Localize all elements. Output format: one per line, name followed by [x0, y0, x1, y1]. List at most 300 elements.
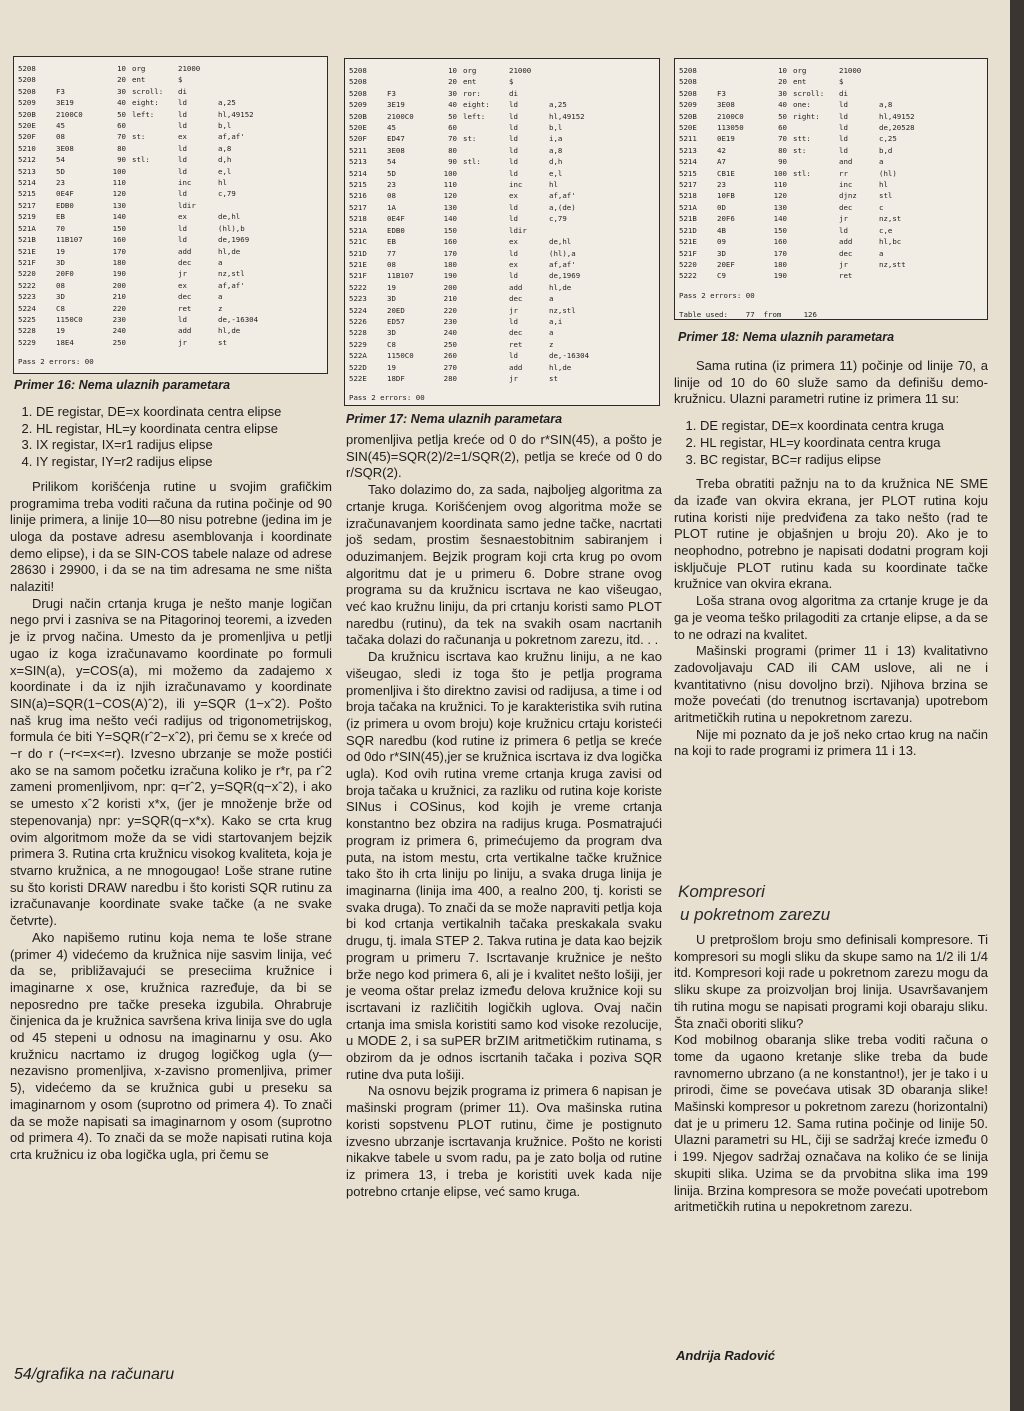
listing-cell: 23: [56, 178, 65, 188]
listing-cell: 90: [448, 157, 457, 167]
listing-cell: 521B: [18, 235, 36, 245]
listing-cell: 520B: [18, 109, 36, 119]
listing-cell: 520E: [679, 123, 697, 133]
listing-pass: Pass 2 errors: 00: [679, 290, 755, 300]
paragraph: Drugi način crtanja kruga je nešto manje logičan nego prvi i zasniva se na Pitagorinoj teoremi, a izveden je iz prvog načina. Umesto da je promenljiva u petlji ugao iz koga izračunavamo koordinate po formuli x=SIN(a), y=COS(a), mi možemo da zadajemo x koordinate i da iz njih izračunavamo y koordinate SIN(a)=SQR(1−COS(A)ˆ2), ili y=SQR (1−xˆ2). Pošto naš krug ima nešto veći radijus od trigonometrijskog, formula će biti Y=SQR(rˆ2−xˆ2), pri čemu se x kreće od −r do r (−r<=x<=r). Izvesno ubrzanje se može postići ako se na samom početku izračuna koliko je r*r, pa rˆ2 zameni promenljivom, npr: q=rˆ2, y=SQR(q−xˆ2), i ako se umesto xˆ2 koristi x*x, (jer je množenje brže od stepenovanja) npr: y=SQR(q−x*x). Kako se crta krug ovim algoritmom može da se vidi startovanjem bejzik primera 3. Rutina crta kružnicu visokog kvaliteta, koja je stvarno kružnica, a ne mnogougao! Loše strane rutine su što koristi DRAW naredbu i što koristi SQR rutinu za izračunavanje koordinate svake tačke (a ne svake četvrte).: [10, 595, 332, 929]
listing-cell: ld: [178, 223, 187, 233]
page-footer: 54/grafika na računaru: [14, 1366, 175, 1383]
listing-primer-18: [674, 58, 988, 320]
listing-cell: 3D: [56, 292, 65, 302]
listing-cell: org: [463, 66, 477, 75]
listing-cell: (hl): [879, 168, 897, 178]
listing-cell: 21000: [509, 66, 532, 75]
listing-cell: [793, 248, 839, 259]
listing-cell: hl,bc: [879, 237, 902, 247]
section-heading-line-2: u pokretnom zarezu: [680, 905, 831, 924]
listing-cell: ent: [793, 77, 807, 87]
listing-cell: 5224: [18, 303, 36, 313]
listing-cell: 60: [448, 123, 457, 133]
listing-cell: 5214: [349, 168, 367, 178]
listing-cell: 140: [773, 214, 787, 224]
listing-cell: stt:: [793, 134, 811, 144]
listing-cell: ex: [509, 237, 518, 247]
listing-cell: 40: [448, 100, 457, 110]
listing-cell: 5213: [679, 145, 697, 155]
listing-cell: [132, 200, 178, 211]
listing-cell: 5208: [18, 75, 36, 85]
listing-cell: 110: [112, 178, 126, 188]
listing-pass: Pass 2 errors: 00: [349, 393, 425, 403]
paragraph: Tako dolazimo do, za sada, najboljeg algoritma za crtanje kruga. Korišćenjem ovog algoritma može se izračunavanjem koordinata samo jedne tačke, nacrtati još sedam, prostim šesnaestobitnim sabiranjem i oduzimanjem. Bejzik program koji crta krug po ovom algoritmu dat je u primeru 6. Dobre strane ovog programa su da kružnicu iscrtava ne kao višeugao, već kao kružnu liniju, da pri crtanju koristi samo PLOT naredbu (rutinu), da tek na svakih osam nacrtanih tačaka dolazi do računanja u pokretnom zarezu, itd. . .: [346, 482, 662, 648]
listing-line: [679, 202, 983, 213]
listing-cell: ld: [509, 157, 518, 167]
listing-cell: F3: [56, 86, 65, 96]
column-3-lower: [674, 932, 988, 1216]
listing-cell: ld: [839, 145, 848, 155]
listing-cell: ld: [178, 109, 187, 119]
listing-cell: [463, 373, 509, 384]
listing-cell: di: [178, 86, 187, 96]
listing-cell: 70: [117, 132, 126, 142]
listing-cell: 1A: [387, 202, 396, 212]
listing-line: [18, 97, 323, 108]
listing-cell: C8: [56, 303, 65, 313]
listing-cell: ld: [509, 214, 518, 224]
listing-cell: de,hl: [218, 212, 241, 222]
listing-cell: 50: [778, 111, 787, 121]
listing-cell: [132, 303, 178, 314]
listing-line: [349, 236, 655, 247]
listing-cell: c,25: [879, 134, 897, 144]
listing-cell: [463, 202, 509, 213]
listing-cell: 170: [443, 248, 457, 258]
caption-primer-17: Primer 17: Nema ulaznih parametara: [346, 412, 563, 426]
listing-cell: 0E4F: [387, 214, 405, 224]
listing-cell: 3E19: [56, 98, 74, 108]
listing-cell: de,1969: [218, 235, 250, 245]
listing-line: [18, 223, 323, 234]
listing-line: [18, 200, 323, 211]
listing-line: [679, 168, 983, 179]
listing-cell: [793, 213, 839, 224]
listing-cell: hl,de: [218, 246, 241, 256]
listing-cell: 521A: [349, 225, 367, 235]
listing-cell: hl,de: [549, 362, 572, 372]
listing-cell: ld: [509, 202, 518, 212]
listing-cell: 19: [56, 326, 65, 336]
listing-cell: 40: [778, 100, 787, 110]
listing-cell: 5218: [349, 214, 367, 224]
listing-cell: nz,stl: [549, 305, 576, 315]
listing-cell: [463, 270, 509, 281]
listing-cell: [463, 282, 509, 293]
listing-cell: 170: [112, 246, 126, 256]
listing-cell: 20ED: [387, 305, 405, 315]
listing-cell: [793, 122, 839, 133]
listing-cell: hl,de: [549, 282, 572, 292]
listing-cell: hl,49152: [879, 111, 915, 121]
listing-cell: a: [549, 328, 554, 338]
listing-cell: 70: [778, 134, 787, 144]
listing-cell: 5226: [349, 316, 367, 326]
paragraph: Da kružnicu iscrtava kao kružnu liniju, a ne kao višeugao, sledi iz toga što je petlja programa promenljiva i što direktno zavisi od radijusa, a time i od broja tačaka na kružnici. To je karakteristika svih rutina (iz primera u ovom broju) koje kružnicu crtaju koristeći SQR naredbu (kod rutine iz primera 6 petlja se kreće od 0do r*SIN(45),jer se kružnica iscrtava iz dva logička ugla). Kod ovih rutina vreme crtanja kruga zavisi od broja tačaka u kružnici, za razliku od rutina koje koriste SINus i COSinus, kod kojih je vreme crtanja konstantno bez obzira na radijus kruga. Posmatrajući program iz primera 6, primećujemo da program dva puta, na istom mestu, crta vertikalne tačke kružnice tako što ih crta liniju po liniju, a svaka druga linija je imaginarna (linija ima 400, a realno 200, tj. koristi se svaka druga). To znači da se može napraviti petlja koja bi kod crtanja vertikalnih tačaka preskakala svaku drugu, tj. imala STEP 2. Takva rutina je data kao bejzik program u primeru 7. Iscrtavanje kružnice je nešto brže nego kod primera 6, ali je i kvalitet nešto lošiji, jer je veoma oštar prelaz između delova kružnice koji su iscrtavani iz različitih logičkih uglova. Ovaj način crtanja ima smisla koristiti samo kod visoke rezolucije, u MODE 2, i sa suPER brZIM aritmetičkim rutinama, s obzirom da je odnos iscrtanih tačaka i poziva SQR rutine dva puta lošiji.: [346, 649, 662, 1082]
listing-cell: ex: [178, 280, 187, 290]
listing-cell: 521F: [18, 257, 36, 267]
listing-cell: 100: [112, 166, 126, 176]
listing-cell: d,h: [549, 157, 563, 167]
listing-cell: [132, 234, 178, 245]
listing-cell: 40: [117, 98, 126, 108]
listing-cell: 45: [56, 121, 65, 131]
listing-cell: 160: [443, 237, 457, 247]
listing-cell: 23: [387, 180, 396, 190]
listing-cell: 21000: [178, 64, 201, 73]
listing-cell: [879, 270, 983, 281]
page-edge: [1010, 0, 1024, 1411]
listing-cell: 110: [443, 180, 457, 190]
listing-cell: 190: [443, 271, 457, 281]
listing-cell: [218, 200, 323, 211]
listing-cell: 09: [717, 237, 726, 247]
listing-cell: 70: [448, 134, 457, 144]
listing-line: [349, 316, 655, 327]
listing-cell: [549, 65, 655, 76]
list-item: 3. BC registar, BC=r radijus elipse: [700, 452, 988, 469]
listing-line: [349, 99, 655, 110]
listing-cell: [132, 325, 178, 336]
listing-cell: ED57: [387, 316, 405, 326]
listing-cell: [218, 74, 323, 85]
listing-cell: c: [879, 202, 884, 212]
listing-cell: dec: [178, 257, 192, 267]
listing-cell: 521E: [349, 259, 367, 269]
listing-cell: 240: [443, 328, 457, 338]
listing-cell: 5220: [18, 269, 36, 279]
listing-cell: a: [549, 294, 554, 304]
listing-cell: 5208: [349, 66, 367, 75]
listing-cell: [56, 74, 104, 85]
listing-cell: stl:: [463, 157, 481, 167]
listing-cell: 5220: [679, 259, 697, 269]
listing-cell: [463, 305, 509, 316]
listing-cell: [132, 223, 178, 234]
listing-cell: F3: [717, 88, 726, 98]
listing-cell: 220: [112, 303, 126, 313]
listing-cell: af,af': [218, 280, 245, 290]
listing-cell: af,af': [218, 132, 245, 142]
listing-cell: [549, 76, 655, 87]
listing-line: [18, 109, 323, 120]
listing-line: [349, 111, 655, 122]
listing-cell: 210: [443, 294, 457, 304]
listing-cell: st:: [793, 145, 807, 155]
listing-line: [349, 339, 655, 350]
listing-cell: [132, 211, 178, 222]
listing-cell: org: [793, 66, 807, 75]
listing-cell: 522A: [349, 351, 367, 361]
listing-cell: dec: [839, 202, 853, 212]
listing-cell: [793, 225, 839, 236]
listing-cell: hl: [218, 178, 227, 188]
list-item: 2. HL registar, HL=y koordinata centra kruga: [700, 435, 988, 452]
listing-cell: [132, 314, 178, 325]
listing-cell: ld: [178, 155, 187, 165]
listing-cell: 19: [387, 282, 396, 292]
listing-cell: 70: [56, 223, 65, 233]
listing-cell: inc: [839, 180, 853, 190]
listing-cell: st: [218, 337, 227, 347]
listing-cell: hl: [879, 180, 888, 190]
listing-cell: [463, 362, 509, 373]
listing-cell: 521D: [349, 248, 367, 258]
listing-line: [349, 202, 655, 213]
listing-line: [679, 270, 983, 281]
listing-cell: [549, 88, 655, 99]
listing-cell: 140: [443, 214, 457, 224]
listing-cell: 08: [387, 259, 396, 269]
listing-cell: 5213: [349, 157, 367, 167]
listing-cell: dec: [509, 328, 523, 338]
listing-cell: ld: [509, 134, 518, 144]
listing-cell: 5223: [18, 292, 36, 302]
listing-cell: 5229: [349, 339, 367, 349]
listing-cell: ex: [509, 259, 518, 269]
listing-cell: 521A: [18, 223, 36, 233]
listing-cell: 3D: [56, 257, 65, 267]
section-heading-line-1: Kompresori: [678, 882, 765, 901]
listing-cell: [387, 76, 435, 87]
listing-cell: 08: [56, 280, 65, 290]
listing-cell: 08: [56, 132, 65, 142]
listing-cell: C9: [717, 271, 726, 281]
listing-cell: a,(de): [549, 202, 576, 212]
listing-cell: eight:: [132, 98, 159, 108]
listing-line: [679, 236, 983, 247]
ellipse-parameter-list: [10, 404, 332, 471]
listing-cell: z: [549, 339, 554, 349]
listing-cell: 11B107: [387, 271, 414, 281]
listing-cell: ld: [509, 145, 518, 155]
listing-cell: EDB0: [56, 200, 74, 210]
listing-cell: scroll:: [793, 88, 825, 98]
listing-cell: eight:: [463, 100, 490, 110]
listing-cell: 250: [443, 339, 457, 349]
listing-cell: b,d: [879, 145, 893, 155]
listing-cell: 5217: [679, 180, 697, 190]
listing-cell: 100: [443, 168, 457, 178]
listing-cell: [793, 270, 839, 281]
listing-cell: jr: [839, 214, 848, 224]
listing-cell: 150: [112, 223, 126, 233]
listing-line: [679, 190, 983, 201]
listing-cell: ld: [509, 100, 518, 110]
listing-cell: 5209: [18, 98, 36, 108]
listing-cell: 5208: [679, 88, 697, 98]
listing-cell: [463, 190, 509, 201]
listing-cell: 520B: [349, 111, 367, 121]
listing-cell: 19: [56, 246, 65, 256]
listing-cell: 90: [778, 157, 787, 167]
listing-line: [349, 190, 655, 201]
listing-line: [18, 131, 323, 142]
listing-cell: left:: [132, 109, 155, 119]
listing-cell: a: [218, 292, 223, 302]
paragraph: Mašinski programi (primer 11 i 13) kvalitativno zadovoljavaju CAD ili CAM uslove, ali ne i kvantitativno (nisu dovoljno brzi). Njihova brzina se može povećati (do trenutnog iscrtavanja) upotrebom aritmetičkih rutina u nepokretnom zarezu.: [674, 643, 988, 726]
paragraph: Sama rutina (iz primera 11) počinje od linije 70, a linije od 10 do 60 služe samo da definišu demo-kružnicu. Ulazni parametri rutine iz primera 11 su:: [674, 358, 988, 407]
listing-cell: 3E19: [387, 100, 405, 110]
listing-cell: 5D: [387, 168, 396, 178]
listing-cell: 200: [112, 280, 126, 290]
listing-cell: 240: [112, 326, 126, 336]
listing-cell: jr: [839, 259, 848, 269]
listing-cell: ex: [178, 132, 187, 142]
listing-cell: 522D: [349, 362, 367, 372]
listing-cell: 522E: [349, 373, 367, 383]
listing-cell: 80: [448, 145, 457, 155]
listing-cell: ex: [509, 191, 518, 201]
listing-cell: 5211: [679, 134, 697, 144]
listing-cell: 521A: [679, 202, 697, 212]
listing-line: [679, 88, 983, 99]
listing-cell: 20: [448, 77, 457, 87]
listing-cell: 170: [773, 248, 787, 258]
listing-cell: ld: [839, 134, 848, 144]
listing-cell: A7: [717, 157, 726, 167]
listing-cell: ld: [509, 111, 518, 121]
listing-cell: F3: [387, 88, 396, 98]
listing-primer-17: [344, 58, 660, 406]
listing-cell: 19: [387, 362, 396, 372]
listing-cell: 210: [112, 292, 126, 302]
listing-cell: 54: [387, 157, 396, 167]
listing-line: [679, 145, 983, 156]
listing-line: [18, 177, 323, 188]
listing-cell: dec: [178, 292, 192, 302]
listing-cell: 5217: [349, 202, 367, 212]
listing-line: [679, 133, 983, 144]
listing-line: [349, 76, 655, 87]
listing-cell: nz,stt: [879, 259, 906, 269]
listing-cell: 77: [387, 248, 396, 258]
listing-cell: 23: [717, 180, 726, 190]
listing-cell: [132, 166, 178, 177]
listing-cell: 10: [778, 66, 787, 75]
listing-cell: ex: [178, 212, 187, 222]
listing-cell: 5219: [18, 212, 36, 222]
listing-cell: 5210: [18, 143, 36, 153]
listing-cell: nz,st: [879, 214, 902, 224]
listing-line: [18, 166, 323, 177]
caption-primer-16: Primer 16: Nema ulaznih parametara: [14, 378, 231, 392]
listing-line: [349, 179, 655, 190]
listing-line: [349, 225, 655, 236]
listing-cell: 5216: [349, 191, 367, 201]
listing-cell: de,1969: [549, 271, 581, 281]
listing-line: [18, 188, 323, 199]
listing-cell: 160: [112, 235, 126, 245]
listing-cell: 230: [443, 316, 457, 326]
listing-cell: $: [178, 75, 183, 85]
listing-line: [679, 225, 983, 236]
listing-cell: ldir: [178, 200, 196, 210]
listing-cell: 10: [117, 64, 126, 73]
listing-cell: 5209: [679, 100, 697, 110]
listing-cell: (hl),a: [549, 248, 576, 258]
listing-cell: [879, 76, 983, 87]
listing-cell: 5214: [679, 157, 697, 167]
listing-cell: [463, 293, 509, 304]
listing-cell: 21000: [839, 66, 862, 75]
listing-cell: dec: [509, 294, 523, 304]
listing-cell: ld: [178, 98, 187, 108]
listing-cell: de,-16304: [549, 351, 590, 361]
listing-cell: 521F: [679, 248, 697, 258]
listing-cell: [793, 179, 839, 190]
listing-cell: 60: [778, 123, 787, 133]
listing-cell: hl,49152: [218, 109, 254, 119]
listing-cell: 30: [778, 88, 787, 98]
listing-cell: [132, 120, 178, 131]
listing-cell: ld: [509, 316, 518, 326]
listing-cell: hl: [549, 180, 558, 190]
listing-cell: 5223: [349, 294, 367, 304]
column-3: [674, 358, 988, 760]
listing-cell: de,20528: [879, 123, 915, 133]
listing-cell: 180: [112, 257, 126, 267]
listing-line: [349, 213, 655, 224]
listing-cell: 80: [117, 143, 126, 153]
listing-cell: ED47: [387, 134, 405, 144]
listing-cell: 5214: [18, 178, 36, 188]
listing-cell: [463, 236, 509, 247]
listing-cell: [793, 190, 839, 201]
listing-cell: 100: [773, 168, 787, 178]
listing-cell: [463, 145, 509, 156]
paragraph: Na osnovu bejzik programa iz primera 6 napisan je mašinski program (primer 11). Ova mašinska rutina koristi sopstvenu PLOT rutinu, čime je postignuto izvesno ubrzanje iscrtavanja kružnice. Pošto ne koristi nikakve tabele u svom radu, pa je zato bolja od rutine iz primera 13, i treba je koristiti uvek kada nije potrebno crtanje elipse, već samo kruga.: [346, 1083, 662, 1199]
listing-line: [349, 270, 655, 281]
listing-cell: 521D: [679, 225, 697, 235]
listing-line: [349, 362, 655, 373]
listing-cell: ld: [839, 111, 848, 121]
listing-line: [349, 327, 655, 338]
listing-cell: af,af': [549, 191, 576, 201]
paragraph: Kod mobilnog obaranja slike treba voditi računa o tome da ugaono kretanje slike treba da bude ravnomerno ubrzano (a ne konstantno!), jer je tako i u prirodi, čime se povećava utisak 3D obaranja slike! Mašinski kompresor u pokretnom zarezu (horizontalni) dat je u primeru 12. Sama rutina počinje od linije 50. Ulazni parametri su HL, čiji se sadržaj kreće između 0 i 199. Njegov sadržaj označava na koliko će se linija skupiti slika. Uzima se da prvobitna slika ima 199 linija. Brzina kompresora se može povećati upotrebom aritmetičkih rutina u nepokretnom zarezu.: [674, 1032, 988, 1215]
listing-cell: 5225: [18, 314, 36, 324]
listing-cell: 10FB: [717, 191, 735, 201]
listing-table: Table used: 77 from 126: [679, 310, 817, 320]
listing-cell: 0E4F: [56, 189, 74, 199]
listing-cell: b,l: [549, 123, 563, 133]
listing-cell: 30: [448, 88, 457, 98]
listing-cell: 1150C0: [387, 351, 414, 361]
listing-line: [349, 248, 655, 259]
listing-line: [349, 350, 655, 361]
listing-cell: org: [132, 64, 146, 73]
listing-line: [18, 143, 323, 154]
listing-cell: 2100C0: [387, 111, 414, 121]
listing-cell: a,i: [549, 316, 563, 326]
listing-cell: 520E: [18, 121, 36, 131]
listing-line: [679, 248, 983, 259]
listing-line: [349, 259, 655, 270]
listing-cell: [463, 179, 509, 190]
listing-cell: [549, 225, 655, 236]
listing-cell: ld: [178, 314, 187, 324]
listing-cell: [218, 86, 323, 97]
listing-cell: 5208: [18, 86, 36, 96]
listing-cell: ld: [178, 189, 187, 199]
listing-cell: stl:: [793, 168, 811, 178]
